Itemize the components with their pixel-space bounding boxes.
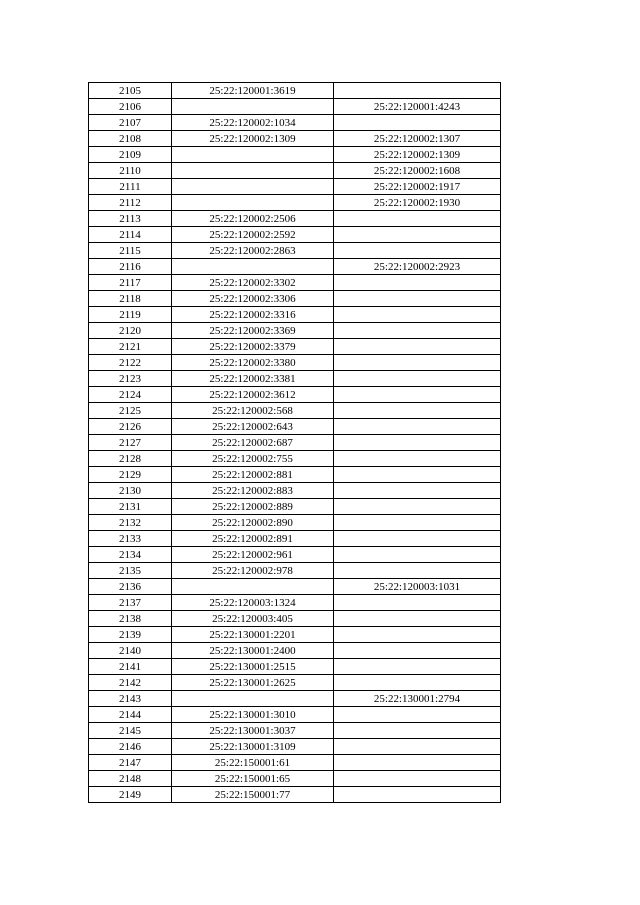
cadastral-number-cell: 25:22:120002:2592 [172,227,334,243]
cadastral-number-cell: 25:22:130001:2625 [172,675,334,691]
cadastral-number-alt-cell [334,243,501,259]
table-row [89,691,501,707]
parcel-number-table [88,82,501,803]
table-row [89,611,501,627]
cadastral-number-alt-cell [334,451,501,467]
cadastral-number-cell: 25:22:120002:889 [172,499,334,515]
row-number-cell: 2122 [89,355,172,371]
cadastral-number-cell: 25:22:120002:978 [172,563,334,579]
cadastral-number-alt-cell: 25:22:120002:1307 [334,131,501,147]
row-number-cell: 2132 [89,515,172,531]
cadastral-number-alt-cell [334,643,501,659]
cadastral-number-cell [172,691,334,707]
row-number-cell: 2136 [89,579,172,595]
cadastral-number-cell [172,147,334,163]
cadastral-number-alt-cell [334,675,501,691]
row-number-cell: 2146 [89,739,172,755]
cadastral-number-alt-cell [334,227,501,243]
cadastral-number-alt-cell [334,771,501,787]
cadastral-number-cell: 25:22:120002:3369 [172,323,334,339]
cadastral-number-alt-cell: 25:22:120002:1930 [334,195,501,211]
table-row [89,531,501,547]
row-number-cell: 2126 [89,419,172,435]
cadastral-number-alt-cell: 25:22:120002:1608 [334,163,501,179]
row-number-cell: 2106 [89,99,172,115]
cadastral-number-alt-cell [334,627,501,643]
row-number-cell: 2135 [89,563,172,579]
table-row [89,163,501,179]
cadastral-number-alt-cell [334,355,501,371]
cadastral-number-cell: 25:22:150001:65 [172,771,334,787]
cadastral-number-cell [172,195,334,211]
table-row [89,643,501,659]
row-number-cell: 2140 [89,643,172,659]
cadastral-number-alt-cell [334,323,501,339]
row-number-cell: 2119 [89,307,172,323]
cadastral-number-alt-cell [334,419,501,435]
row-number-cell: 2112 [89,195,172,211]
table-row [89,771,501,787]
cadastral-number-alt-cell [334,595,501,611]
cadastral-number-cell: 25:22:130001:3037 [172,723,334,739]
row-number-cell: 2116 [89,259,172,275]
cadastral-number-alt-cell [334,275,501,291]
cadastral-number-alt-cell: 25:22:120002:1309 [334,147,501,163]
row-number-cell: 2143 [89,691,172,707]
row-number-cell: 2130 [89,483,172,499]
cadastral-number-alt-cell [334,755,501,771]
row-number-cell: 2127 [89,435,172,451]
cadastral-number-cell [172,99,334,115]
table-row [89,627,501,643]
row-number-cell: 2138 [89,611,172,627]
row-number-cell: 2123 [89,371,172,387]
cadastral-number-alt-cell [334,563,501,579]
table-row [89,387,501,403]
table-row [89,339,501,355]
cadastral-number-alt-cell [334,531,501,547]
row-number-cell: 2109 [89,147,172,163]
table-row [89,131,501,147]
cadastral-number-alt-cell [334,83,501,99]
table-row [89,275,501,291]
table-row [89,563,501,579]
cadastral-number-cell: 25:22:120002:961 [172,547,334,563]
table-row [89,579,501,595]
table-row [89,323,501,339]
row-number-cell: 2129 [89,467,172,483]
cadastral-number-alt-cell: 25:22:120003:1031 [334,579,501,595]
cadastral-number-alt-cell [334,115,501,131]
row-number-cell: 2144 [89,707,172,723]
row-number-cell: 2114 [89,227,172,243]
row-number-cell: 2110 [89,163,172,179]
cadastral-number-alt-cell [334,499,501,515]
row-number-cell: 2148 [89,771,172,787]
table-row [89,467,501,483]
table-row [89,787,501,803]
cadastral-number-alt-cell: 25:22:130001:2794 [334,691,501,707]
table-row [89,515,501,531]
row-number-cell: 2108 [89,131,172,147]
row-number-cell: 2117 [89,275,172,291]
table-row [89,371,501,387]
cadastral-number-cell: 25:22:130001:3109 [172,739,334,755]
cadastral-number-alt-cell [334,659,501,675]
table-row [89,211,501,227]
table-row [89,723,501,739]
cadastral-number-cell: 25:22:120002:3381 [172,371,334,387]
row-number-cell: 2139 [89,627,172,643]
cadastral-number-cell: 25:22:130001:2400 [172,643,334,659]
row-number-cell: 2121 [89,339,172,355]
cadastral-number-alt-cell [334,435,501,451]
cadastral-number-cell: 25:22:120002:890 [172,515,334,531]
cadastral-number-alt-cell [334,467,501,483]
cadastral-number-alt-cell [334,291,501,307]
table-row [89,147,501,163]
cadastral-number-alt-cell [334,787,501,803]
cadastral-number-alt-cell [334,387,501,403]
cadastral-number-alt-cell [334,739,501,755]
table-row [89,419,501,435]
table-row [89,307,501,323]
cadastral-number-alt-cell [334,339,501,355]
table-row [89,195,501,211]
cadastral-number-cell: 25:22:120002:643 [172,419,334,435]
cadastral-number-cell: 25:22:120002:3306 [172,291,334,307]
row-number-cell: 2128 [89,451,172,467]
cadastral-number-cell: 25:22:130001:2201 [172,627,334,643]
cadastral-number-alt-cell [334,515,501,531]
row-number-cell: 2145 [89,723,172,739]
table-row [89,83,501,99]
cadastral-number-alt-cell [334,371,501,387]
cadastral-number-cell: 25:22:120002:687 [172,435,334,451]
cadastral-number-cell: 25:22:120002:3379 [172,339,334,355]
cadastral-number-alt-cell: 25:22:120002:1917 [334,179,501,195]
table-body [89,83,501,803]
cadastral-number-alt-cell [334,547,501,563]
table-row [89,755,501,771]
cadastral-number-cell [172,579,334,595]
table-row [89,115,501,131]
table-row [89,451,501,467]
cadastral-number-cell: 25:22:120002:3380 [172,355,334,371]
cadastral-number-cell: 25:22:120002:3316 [172,307,334,323]
cadastral-number-cell: 25:22:120002:1309 [172,131,334,147]
table-row [89,403,501,419]
cadastral-number-cell: 25:22:150001:61 [172,755,334,771]
table-row [89,707,501,723]
table-row [89,499,501,515]
table-row [89,739,501,755]
cadastral-number-cell: 25:22:120002:755 [172,451,334,467]
row-number-cell: 2137 [89,595,172,611]
cadastral-number-alt-cell [334,723,501,739]
cadastral-number-cell: 25:22:120002:2506 [172,211,334,227]
cadastral-number-cell [172,259,334,275]
cadastral-number-alt-cell: 25:22:120001:4243 [334,99,501,115]
table-row [89,291,501,307]
cadastral-number-cell: 25:22:120001:3619 [172,83,334,99]
row-number-cell: 2149 [89,787,172,803]
cadastral-number-cell [172,163,334,179]
table-row [89,435,501,451]
table-row [89,99,501,115]
row-number-cell: 2115 [89,243,172,259]
row-number-cell: 2147 [89,755,172,771]
cadastral-number-cell: 25:22:120002:2863 [172,243,334,259]
table-row [89,483,501,499]
cadastral-number-alt-cell [334,307,501,323]
row-number-cell: 2111 [89,179,172,195]
cadastral-number-cell: 25:22:120002:3302 [172,275,334,291]
row-number-cell: 2105 [89,83,172,99]
table-row [89,675,501,691]
cadastral-number-cell: 25:22:120002:1034 [172,115,334,131]
cadastral-number-cell: 25:22:120002:568 [172,403,334,419]
row-number-cell: 2133 [89,531,172,547]
row-number-cell: 2125 [89,403,172,419]
cadastral-number-cell: 25:22:130001:2515 [172,659,334,675]
cadastral-number-alt-cell [334,707,501,723]
cadastral-number-cell: 25:22:120002:3612 [172,387,334,403]
row-number-cell: 2142 [89,675,172,691]
table-row [89,659,501,675]
row-number-cell: 2124 [89,387,172,403]
cadastral-number-alt-cell [334,483,501,499]
cadastral-number-cell: 25:22:120002:881 [172,467,334,483]
table-row [89,547,501,563]
cadastral-number-alt-cell: 25:22:120002:2923 [334,259,501,275]
cadastral-number-alt-cell [334,211,501,227]
table-row [89,227,501,243]
cadastral-number-cell: 25:22:120003:405 [172,611,334,627]
row-number-cell: 2134 [89,547,172,563]
cadastral-number-cell: 25:22:130001:3010 [172,707,334,723]
cadastral-number-cell: 25:22:120002:883 [172,483,334,499]
row-number-cell: 2107 [89,115,172,131]
table-row [89,259,501,275]
cadastral-number-cell [172,179,334,195]
table-row [89,355,501,371]
cadastral-number-cell: 25:22:120003:1324 [172,595,334,611]
cadastral-number-alt-cell [334,611,501,627]
cadastral-number-cell: 25:22:120002:891 [172,531,334,547]
cadastral-number-alt-cell [334,403,501,419]
table-row [89,179,501,195]
table-row [89,595,501,611]
row-number-cell: 2131 [89,499,172,515]
table-row [89,243,501,259]
row-number-cell: 2120 [89,323,172,339]
row-number-cell: 2118 [89,291,172,307]
cadastral-number-cell: 25:22:150001:77 [172,787,334,803]
row-number-cell: 2141 [89,659,172,675]
row-number-cell: 2113 [89,211,172,227]
